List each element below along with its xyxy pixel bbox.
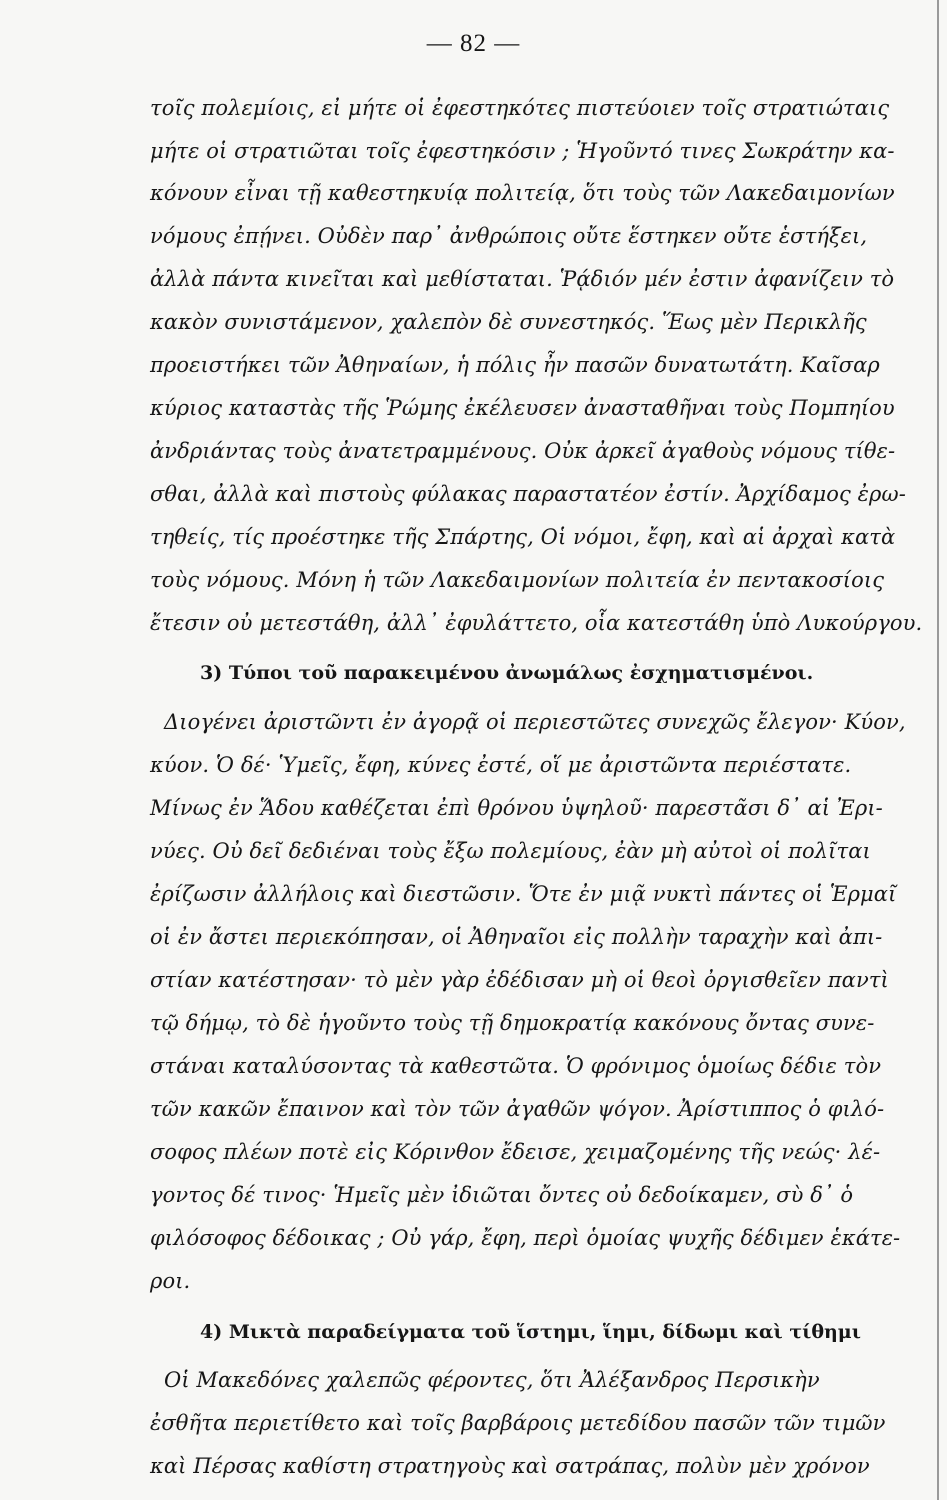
text-line: ροι. <box>150 1269 191 1293</box>
text-line: σθαι, ἀλλὰ καὶ πιστοὺς φύλακας παραστατέον ἐστίν. Ἀρχίδαμος ἐρω- <box>150 482 906 506</box>
text-line: ἔτεσιν οὐ μετεστάθη, ἀλλ᾽ ἐφυλάττετο, οἷα κατεστάθη ὑπὸ Λυκούργου. <box>150 611 923 635</box>
text-line: μήτε οἱ στρατιῶται τοῖς ἐφεστηκόσιν ; Ἡγοῦντό τινες Σωκράτην κα- <box>150 139 895 163</box>
text-line: προειστήκει τῶν Ἀθηναίων, ἡ πόλις ἦν πασῶν δυνατωτάτη. Καῖσαρ <box>150 353 880 377</box>
text-line: κακὸν συνιστάμενον, χαλεπὸν δὲ συνεστηκός. Ἕως μὲν Περικλῆς <box>150 310 867 334</box>
text-line: Οἱ Μακεδόνες χαλεπῶς φέροντες, ὅτι Ἀλέξανδρος Περσικὴν <box>164 1368 820 1392</box>
text-line: ἀλλὰ πάντα κινεῖται καὶ μεθίσταται. Ῥᾴδιόν μέν ἐστιν ἀφανίζειν τὸ <box>150 267 895 291</box>
section-heading-4: 4) Μικτὰ παραδείγματα τοῦ ἵστημι, ἵημι, δίδωμι καὶ τίθημι <box>200 1321 861 1343</box>
text-line: ἐσθῆτα περιετίθετο καὶ τοῖς βαρβάροις μετεδίδου πασῶν τῶν τιμῶν <box>150 1411 886 1435</box>
text-line: οἱ ἐν ἄστει περιεκόπησαν, οἱ Ἀθηναῖοι εἰς πολλὴν ταραχὴν καὶ ἀπι- <box>150 925 883 949</box>
text-line: τοῖς πολεμίοις, εἰ μήτε οἱ ἐφεστηκότες πιστεύοιεν τοῖς στρατιώταις <box>150 96 890 120</box>
text-line: γοντος δέ τινος· Ἡμεῖς μὲν ἰδιῶται ὄντες οὐ δεδοίκαμεν, σὺ δ᾽ ὁ <box>150 1183 854 1207</box>
text-line: νύες. Οὐ δεῖ δεδιέναι τοὺς ἔξω πολεμίους, ἐὰν μὴ αὐτοὶ οἱ πολῖται <box>150 839 871 863</box>
text-line: ἀνδριάντας τοὺς ἀνατετραμμένους. Οὐκ ἀρκεῖ ἀγαθοὺς νόμους τίθε- <box>150 439 896 463</box>
text-line: ἐρίζωσιν ἀλλήλοις καὶ διεστῶσιν. Ὅτε ἐν μιᾷ νυκτὶ πάντες οἱ Ἑρμαῖ <box>150 882 897 906</box>
text-line: τοὺς νόμους. Μόνη ἡ τῶν Λακεδαιμονίων πολιτεία ἐν πεντακοσίοις <box>150 568 885 592</box>
page-number: — 82 — <box>426 30 521 57</box>
text-line: κόνουν εἶναι τῇ καθεστηκυίᾳ πολιτείᾳ, ὅτι τοὺς τῶν Λακεδαιμονίων <box>150 181 895 205</box>
text-line: Μίνως ἐν Ἅδου καθέζεται ἐπὶ θρόνου ὑψηλοῦ· παρεστᾶσι δ᾽ αἱ Ἐρι- <box>150 796 883 820</box>
section-heading-3: 3) Τύποι τοῦ παρακειμένου ἀνωμάλως ἐσχηματισμένοι. <box>200 662 814 684</box>
text-line: τηθείς, τίς προέστηκε τῆς Σπάρτης, Οἱ νόμοι, ἔφη, καὶ αἱ ἀρχαὶ κατὰ <box>150 525 896 549</box>
text-line: καὶ Πέρσας καθίστη στρατηγοὺς καὶ σατράπας, πολὺν μὲν χρόνον <box>150 1454 870 1478</box>
text-line: κύριος καταστὰς τῆς Ῥώμης ἐκέλευσεν ἀνασταθῆναι τοὺς Πομπηίου <box>150 396 895 420</box>
text-line: νόμους ἐπῄνει. Οὐδὲν παρ᾽ ἀνθρώποις οὔτε ἕστηκεν οὔτε ἑστήξει, <box>150 224 868 248</box>
page-edge-line <box>937 0 939 1500</box>
text-line: κύον. Ὁ δέ· Ὑμεῖς, ἔφη, κύνες ἐστέ, οἵ με ἀριστῶντα περιέστατε. <box>150 753 852 777</box>
text-line: τῷ δήμῳ, τὸ δὲ ἡγοῦντο τοὺς τῇ δημοκρατίᾳ κακόνους ὄντας συνε- <box>150 1011 875 1035</box>
text-line: τῶν κακῶν ἔπαινον καὶ τὸν τῶν ἀγαθῶν ψόγον. Ἀρίστιππος ὁ φιλό- <box>150 1097 885 1121</box>
text-line: Διογένει ἀριστῶντι ἐν ἀγορᾷ οἱ περιεστῶτες συνεχῶς ἔλεγον· Κύον, <box>164 710 906 734</box>
text-line: φιλόσοφος δέδοικας ; Οὐ γάρ, ἔφη, περὶ ὁμοίας ψυχῆς δέδιμεν ἑκάτε- <box>150 1226 901 1250</box>
text-line: στάναι καταλύσοντας τὰ καθεστῶτα. Ὁ φρόνιμος ὁμοίως δέδιε τὸν <box>150 1054 882 1078</box>
text-line: σοφος πλέων ποτὲ εἰς Κόρινθον ἔδεισε, χειμαζομένης τῆς νεώς· λέ- <box>150 1140 881 1164</box>
text-line: στίαν κατέστησαν· τὸ μὲν γὰρ ἐδέδισαν μὴ οἱ θεοὶ ὀργισθεῖεν παντὶ <box>150 968 889 992</box>
